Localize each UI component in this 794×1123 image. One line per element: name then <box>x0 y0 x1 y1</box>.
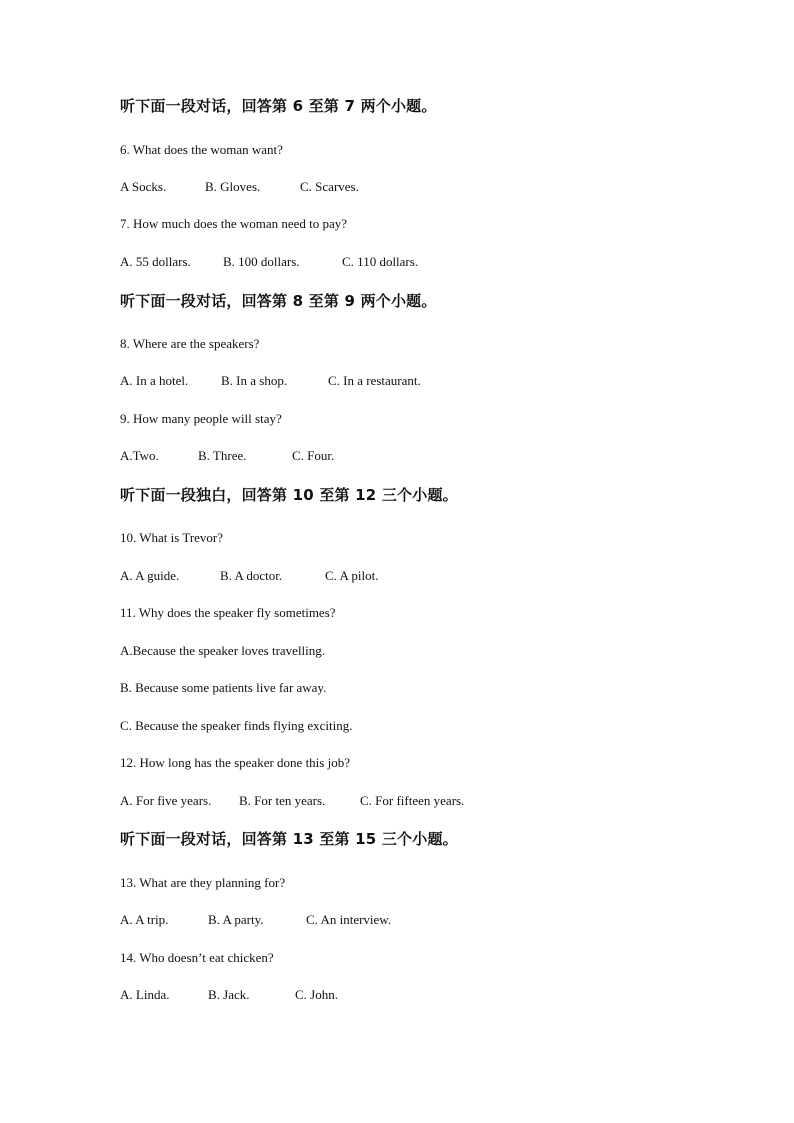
option-7b: B. 100 dollars. <box>223 254 300 269</box>
question-9: 9. How many people will stay? <box>120 411 282 426</box>
section-heading-10-12: 听下面一段独白，回答第 10 至第 12 三个小题。 <box>120 486 458 504</box>
option-11b: B. Because some patients live far away. <box>120 680 327 695</box>
question-6: 6. What does the woman want? <box>120 142 283 157</box>
option-14b: B. Jack. <box>208 987 250 1002</box>
section-heading-8-9: 听下面一段对话，回答第 8 至第 9 两个小题。 <box>120 292 437 310</box>
option-14a: A. Linda. <box>120 987 170 1002</box>
question-13: 13. What are they planning for? <box>120 875 286 890</box>
option-11c: C. Because the speaker finds flying exciting. <box>120 718 353 733</box>
option-13a: A. A trip. <box>120 912 169 927</box>
option-8a: A. In a hotel. <box>120 373 189 388</box>
section-heading-13-15: 听下面一段对话，回答第 13 至第 15 三个小题。 <box>120 830 458 848</box>
option-6b: B. Gloves. <box>205 179 261 194</box>
question-7: 7. How much does the woman need to pay? <box>120 216 348 231</box>
section-heading-6-7: 听下面一段对话，回答第 6 至第 7 两个小题。 <box>120 97 437 115</box>
option-9a: A.Two. <box>120 448 159 463</box>
option-12c: C. For fifteen years. <box>360 793 465 808</box>
option-10a: A. A guide. <box>120 568 180 583</box>
option-10c: C. A pilot. <box>325 568 379 583</box>
question-11: 11. Why does the speaker fly sometimes? <box>120 605 336 620</box>
option-7c: C. 110 dollars. <box>342 254 419 269</box>
option-13b: B. A party. <box>208 912 264 927</box>
option-9c: C. Four. <box>292 448 335 463</box>
option-9b: B. Three. <box>198 448 247 463</box>
question-14: 14. Who doesn’t eat chicken? <box>120 950 274 965</box>
option-13c: C. An interview. <box>306 912 392 927</box>
option-12b: B. For ten years. <box>239 793 326 808</box>
question-10: 10. What is Trevor? <box>120 530 224 545</box>
question-12: 12. How long has the speaker done this job? <box>120 755 350 770</box>
option-6c: C. Scarves. <box>300 179 359 194</box>
option-12a: A. For five years. <box>120 793 212 808</box>
question-8: 8. Where are the speakers? <box>120 336 260 351</box>
option-14c: C. John. <box>295 987 338 1002</box>
option-6a: A Socks. <box>120 179 167 194</box>
option-7a: A. 55 dollars. <box>120 254 191 269</box>
option-10b: B. A doctor. <box>220 568 283 583</box>
option-11a: A.Because the speaker loves travelling. <box>120 643 326 658</box>
option-8b: B. In a shop. <box>221 373 288 388</box>
option-8c: C. In a restaurant. <box>328 373 421 388</box>
